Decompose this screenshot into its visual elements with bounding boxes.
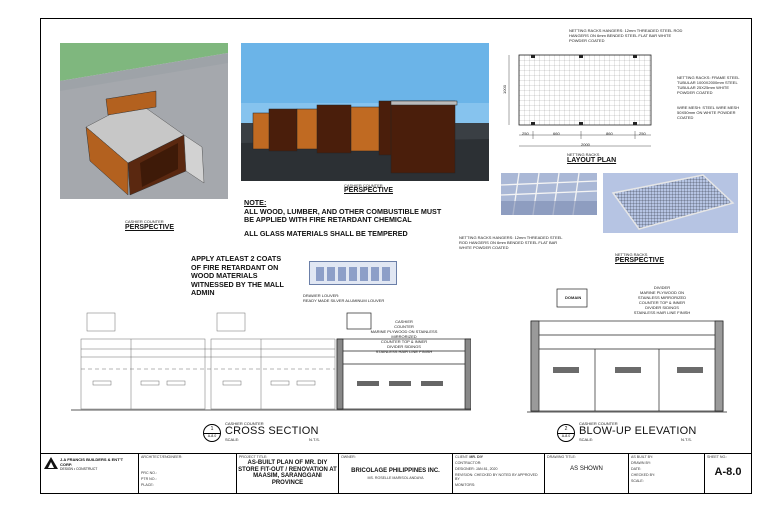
elevation-bubble [557,424,575,442]
company-name: J.A FRANCIS BUILDERS & ENT'T CORP. [60,457,124,467]
persp2-caption: CASHIER COUNTER [344,183,383,188]
ptr-cap: PTR NO.: [141,477,157,481]
revision-cap: REVISION: [455,473,474,477]
section-scale-label: SCALE: [225,437,240,442]
layout-dim-1: 250 [522,131,529,136]
sheet-number: A-8.0 [714,466,742,478]
designer-val: JAN 81, 2020 [475,467,498,471]
elev-note-1: DIVIDER [653,285,671,290]
owner-cap: OWNER: [341,455,356,459]
drawer-louver-detail [309,261,397,285]
elev-note-6: STAINLESS HAIR LINE FINISH [633,310,691,315]
section-number: 1 [210,426,214,432]
netting-persp-title: PERSPECTIVE [615,257,665,264]
counter-row-render [241,43,489,181]
section-note-3: MARINE PLYWOOD ON STAINLESS MIRRORIZED [370,329,438,339]
designer-cap: DESIGNER: [455,467,475,471]
monitor-cap: MONITORS: [455,483,476,487]
tb-project [237,454,339,493]
section-scale: N.T.S. [309,437,320,442]
section-caption: CASHIER COUNTER [225,421,264,426]
layout-dim-total: 2000 [581,142,590,147]
owner-name: BRICOLAGE PHILIPPINES INC. [351,468,440,474]
persp2-title: PERSPECTIVE [344,187,394,194]
revision-row [453,472,544,482]
tb-client [453,454,545,493]
section-title: CROSS SECTION [225,425,319,437]
layout-racks-note: NETTING RACKS: FRAME STEEL TUBULAR 1000X2000mm STEEL TUBULAR 25X25mm WHITE POWDER COATED [677,75,740,95]
netting-persp-render-2 [603,173,738,233]
approved-cap: APPROVED BY [455,473,538,481]
tb-drawing [545,454,629,493]
drawn-cap: DRAWN BY: [631,461,652,465]
layout-title: LAYOUT PLAN [567,157,617,164]
contractor-cap: CONTRACTOR: [455,461,482,465]
drawing-sheet [40,18,752,494]
elevation-scale: N.T.S. [681,437,692,442]
layout-hangers-note: NETTING RACKS HANGERS: 12mm THREADED STEEL ROD HANGERS ON 6mm BENDED STEEL FLAT BAR WHITE POWDER COATED [569,28,683,43]
layout-dim-2: 660 [553,131,560,136]
counter-perspective-render [60,43,228,199]
noted-cap: NOTED BY [498,473,517,477]
section-note-5: DIVIDER SIDINGS [387,344,421,349]
netting-persp-render-1 [501,173,597,215]
project-title: AS-BUILT PLAN OF MR. DIY STORE FIT-OUT / RENOVATION AT MAASIM, SARANGGANI PROVINCE [238,460,337,486]
layout-caption: NETTING RACKS [567,152,600,157]
section-ref: A-8.0 [204,433,220,439]
general-note [244,199,444,238]
date-cap: DATE: [631,467,642,471]
elevation-scale-label: SCALE: [579,437,594,442]
project-cap: PROJECT TITLE: [239,455,268,459]
note-line1: ALL WOOD, LUMBER, AND OTHER COMBUSTIBLE MUST BE APPLIED WITH FIRE RETARDANT CHEMICAL [244,206,442,224]
client-cap-text: CLIENT: [455,455,469,459]
section-note-2: COUNTER [394,324,414,329]
as-built-cap: AS BUILT BY: [631,455,654,459]
netting-persp-hangers: NETTING RACKS HANGERS: 12mm THREADED STEEL ROD HANGERS ON 6mm BENDED STEEL FLAT BAR WHITE POWDER COATED [459,235,563,250]
retardant-note: APPLY ATLEAST 2 COATS OF FIRE RETARDANT ON WOOD MATERIALS WITNESSED BY THE MALL ADMIN [191,254,284,297]
note-head: NOTE: [244,198,267,207]
tb-architect [139,454,237,493]
tb-signoff [629,454,705,493]
layout-dim-3: 860 [606,131,613,136]
elevation-caption: CASHIER COUNTER [579,421,618,426]
section-note-6: STAINLESS HAIR LINE FINISH [375,349,433,354]
company-sub: DESIGN • CONSTRUCT [60,467,98,471]
place-cap: PLACE: [141,483,154,487]
title-block [41,453,751,493]
note-line2: ALL GLASS MATERIALS SHALL BE TEMPERED [244,228,408,238]
tb-sheet [705,454,751,493]
elevation-number: 2 [564,426,568,432]
elevation-logo-text: DOMAIN [565,295,582,300]
persp1-caption: CASHIER COUNTER [125,219,164,224]
checked-cap: CHECKED BY [474,473,498,477]
tb-company [41,454,139,493]
louver-label-1: DRAWER LOUVER: [303,293,340,298]
section-notes [359,319,449,354]
client-val: MR. DIY [469,455,483,459]
layout-dim-4: 250 [639,131,646,136]
company-logo-icon [44,457,58,469]
elev-note-5: DIVIDER SIDINGS [645,305,679,310]
netting-persp-caption: NETTING RACKS [615,252,648,257]
drawing-cap: DRAWING TITLE: [547,455,576,459]
prc-cap: PRC NO.: [141,471,157,475]
elevation-ref: A-8.0 [558,433,574,439]
elev-note-4: COUNTER TOP & INNER [638,300,686,305]
architect-cap: ARCHITECT/ENGINEER: [141,455,183,459]
checked-by-cap: CHECKED BY: [631,473,656,477]
elevation-notes [607,285,717,315]
tb-owner [339,454,453,493]
layout-mesh-note: WIRE MESH: STEEL WIRE MESH 50X50mm ON WHITE POWDER COATED [677,105,740,120]
layout-dim-side: 1000 [501,85,507,94]
section-note-4: COUNTER TOP & INNER [380,339,428,344]
scale-cap: SCALE: [631,479,644,483]
drawing-value: AS SHOWN [570,466,603,472]
section-note-1: CASHIER [395,319,413,324]
elevation-title: BLOW-UP ELEVATION [579,425,697,437]
owner-sub: MS. ROSELLE MARISOL ANDAYA [367,475,424,480]
elev-note-2: MARINE PLYWOOD ON [640,290,684,295]
louver-label-2: READY MADE SILVER ALUMINUM LOUVER [303,298,385,303]
elev-note-3: STAINLESS MIRRORIZED [637,295,687,300]
sheet-cap: SHEET NO.: [707,455,728,459]
section-bubble [203,424,221,442]
persp1-title: PERSPECTIVE [125,224,175,231]
